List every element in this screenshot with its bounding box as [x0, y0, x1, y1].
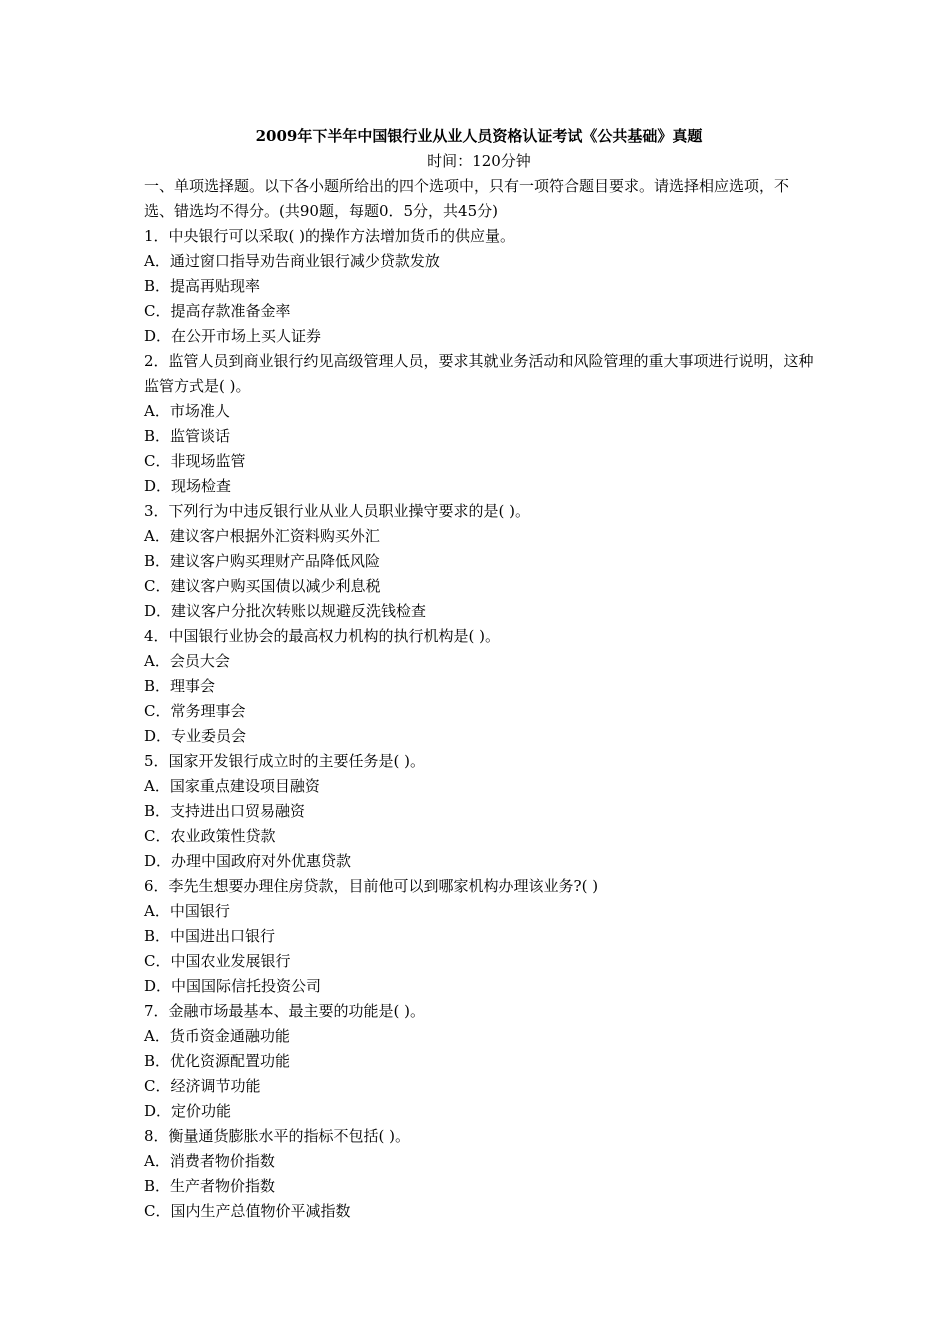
answer-option: B．建议客户购买理财产品降低风险 [144, 552, 381, 570]
question-list [144, 224, 814, 1224]
document-title: 2009年下半年中国银行业从业人员资格认证考试《公共基础》真题 [255, 127, 703, 145]
question-stem: 3．下列行为中违反银行业从业人员职业操守要求的是( )。 [144, 502, 531, 520]
answer-option: A．消费者物价指数 [144, 1152, 275, 1170]
answer-option: A．建议客户根据外汇资料购买外汇 [144, 527, 380, 545]
answer-option: B．支持进出口贸易融资 [144, 802, 306, 820]
answer-option: A．会员大会 [144, 652, 230, 670]
answer-option: C．国内生产总值物价平减指数 [144, 1202, 351, 1220]
question-stem: 8．衡量通货膨胀水平的指标不包括( )。 [144, 1127, 411, 1145]
answer-option: B．监管谈话 [144, 427, 231, 445]
answer-option: A．中国银行 [144, 902, 230, 920]
answer-option: C．非现场监管 [144, 452, 246, 470]
answer-option: A．市场准人 [144, 402, 230, 420]
section-heading: 一、单项选择题。以下各小题所给出的四个选项中，只有一项符合题目要求。请选择相应选项，不选、错选均不得分。(共90题，每题0．5分，共45分) [144, 177, 790, 220]
answer-option: B．生产者物价指数 [144, 1177, 276, 1195]
answer-option: D．定价功能 [144, 1102, 232, 1120]
answer-option: D．办理中国政府对外优惠贷款 [144, 852, 352, 870]
question-item [144, 224, 814, 349]
answer-option: B．中国进出口银行 [144, 927, 276, 945]
question-stem: 2．监管人员到商业银行约见高级管理人员，要求其就业务活动和风险管理的重大事项进行说明，这种监管方式是( )。 [144, 352, 814, 395]
question-item [144, 749, 814, 874]
answer-option: C．提高存款准备金率 [144, 302, 291, 320]
answer-option: D．专业委员会 [144, 727, 247, 745]
answer-option: C．常务理事会 [144, 702, 246, 720]
answer-option: D．在公开市场上买人证券 [144, 327, 322, 345]
question-item [144, 999, 814, 1124]
question-item [144, 874, 814, 999]
document-page [144, 124, 814, 1224]
question-stem: 7．金融市场最基本、最主要的功能是( )。 [144, 1002, 426, 1020]
answer-option: A．货币资金通融功能 [144, 1027, 290, 1045]
question-stem: 1．中央银行可以采取( )的操作方法增加货币的供应量。 [144, 227, 516, 245]
question-stem: 4．中国银行业协会的最高权力机构的执行机构是( )。 [144, 627, 501, 645]
question-stem: 6．李先生想要办理住房贷款，目前他可以到哪家机构办理该业务?( ) [144, 877, 599, 895]
answer-option: B．提高再贴现率 [144, 277, 261, 295]
answer-option: C．农业政策性贷款 [144, 827, 276, 845]
question-item [144, 624, 814, 749]
answer-option: D．现场检查 [144, 477, 232, 495]
answer-option: D．建议客户分批次转账以规避反洗钱检查 [144, 602, 427, 620]
answer-option: C．经济调节功能 [144, 1077, 261, 1095]
answer-option: B．理事会 [144, 677, 216, 695]
answer-option: D．中国国际信托投资公司 [144, 977, 322, 995]
answer-option: B．优化资源配置功能 [144, 1052, 291, 1070]
answer-option: C．建议客户购买国债以减少利息税 [144, 577, 381, 595]
answer-option: C．中国农业发展银行 [144, 952, 291, 970]
answer-option: A．国家重点建设项目融资 [144, 777, 320, 795]
question-item [144, 499, 814, 624]
question-stem: 5．国家开发银行成立时的主要任务是( )。 [144, 752, 426, 770]
question-item [144, 349, 814, 499]
exam-time: 时间：120分钟 [427, 152, 531, 170]
answer-option: A．通过窗口指导劝告商业银行减少贷款发放 [144, 252, 440, 270]
question-item [144, 1124, 814, 1224]
